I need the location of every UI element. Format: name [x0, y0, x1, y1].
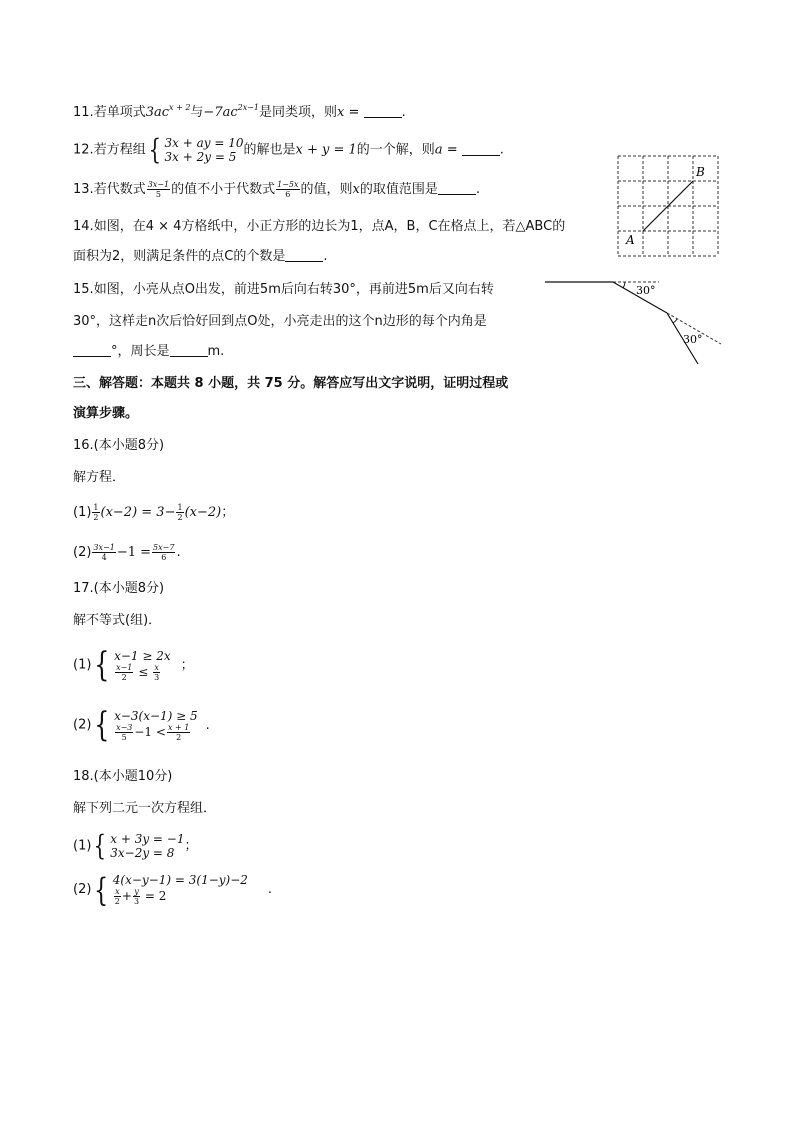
question-18-part-2: (2) { 4(x−y−1) = 3(1−y)−2 $\frac{x}{2}$ + $\frac{y}{3}$ = 2 . [73, 870, 273, 909]
question-16-title: 16.(本小题8分) [73, 438, 165, 453]
question-14-line2: 面积为2，则满足条件的点C的个数是 . [73, 249, 328, 264]
angle-label-1: 30° [636, 284, 656, 297]
answer-blank[interactable] [462, 143, 500, 156]
label-a: A [626, 233, 635, 247]
path-figure [545, 275, 725, 370]
answer-blank[interactable] [438, 182, 476, 195]
question-16-part-1: (1) $\frac{1}{2}$ (x−2) = 3− $\frac{1}{2}$ (x−2)； [73, 503, 235, 522]
question-15: 15.如图，小亮从点O出发，前进5m后向右转30°，再前进5m后又向右转 [73, 282, 494, 297]
question-13: 13.若代数式 $\frac{3x-1}{5}$ 的值不小于代数式 $\frac{1-5x}{6}$ 的值，则x的取值范围是 . [73, 180, 481, 199]
section-3-heading: 三、解答题：本题共 8 小题，共 75 分。解答应写出文字说明，证明过程或 [73, 376, 509, 391]
question-18-intro: 解下列二元一次方程组． [73, 801, 217, 816]
question-15-line3: °，周长是 m. [73, 343, 224, 361]
question-14: 14.如图，在4 × 4方格纸中，小正方形的边长为1，点A，B，C在格点上，若△ABC的 [73, 219, 566, 234]
question-17-part-1: (1) { x−1 ≥ 2x $\frac{x-1}{2}$ ≤ $\frac{x}{3}$ ； [73, 645, 194, 685]
question-17-intro: 解不等式(组)． [73, 613, 162, 628]
answer-blank[interactable] [364, 105, 402, 118]
angle-label-2: 30° [683, 333, 703, 346]
grid-figure [612, 150, 724, 260]
question-16-part-2: (2) $\frac{3x-1}{4}$ −1 = $\frac{5x-7}{6}$ . [73, 543, 181, 562]
answer-blank[interactable] [170, 344, 208, 357]
answer-blank[interactable] [285, 249, 323, 262]
answer-blank[interactable] [73, 344, 111, 357]
section-3-heading-line2: 演算步骤。 [73, 406, 139, 421]
question-12: 12.若方程组 { 3x + ay = 10 3x + 2y = 5 的解也是x + y = 1的一个解，则a = . [73, 133, 504, 166]
question-15-line2: 30°，这样走n次后恰好回到点O处，小亮走出的这个n边形的每个内角是 [73, 314, 487, 329]
question-17-title: 17.(本小题8分) [73, 581, 165, 596]
question-18-title: 18.(本小题10分) [73, 769, 173, 784]
label-b: B [696, 165, 705, 179]
question-11: 11.若单项式$3ac^{x + 2}$与$-7ac^{2x-1}$是同类项，则x = . [73, 103, 406, 120]
question-18-part-1: (1) { x + 3y = −1 3x−2y = 8 ； [73, 829, 198, 862]
question-16-intro: 解方程． [73, 470, 126, 485]
question-17-part-2: (2) { x−3(x−1) ≥ 5 $\frac{x-3}{5}$ −1 < $\frac{x + 1}{2}$ . [73, 705, 210, 745]
